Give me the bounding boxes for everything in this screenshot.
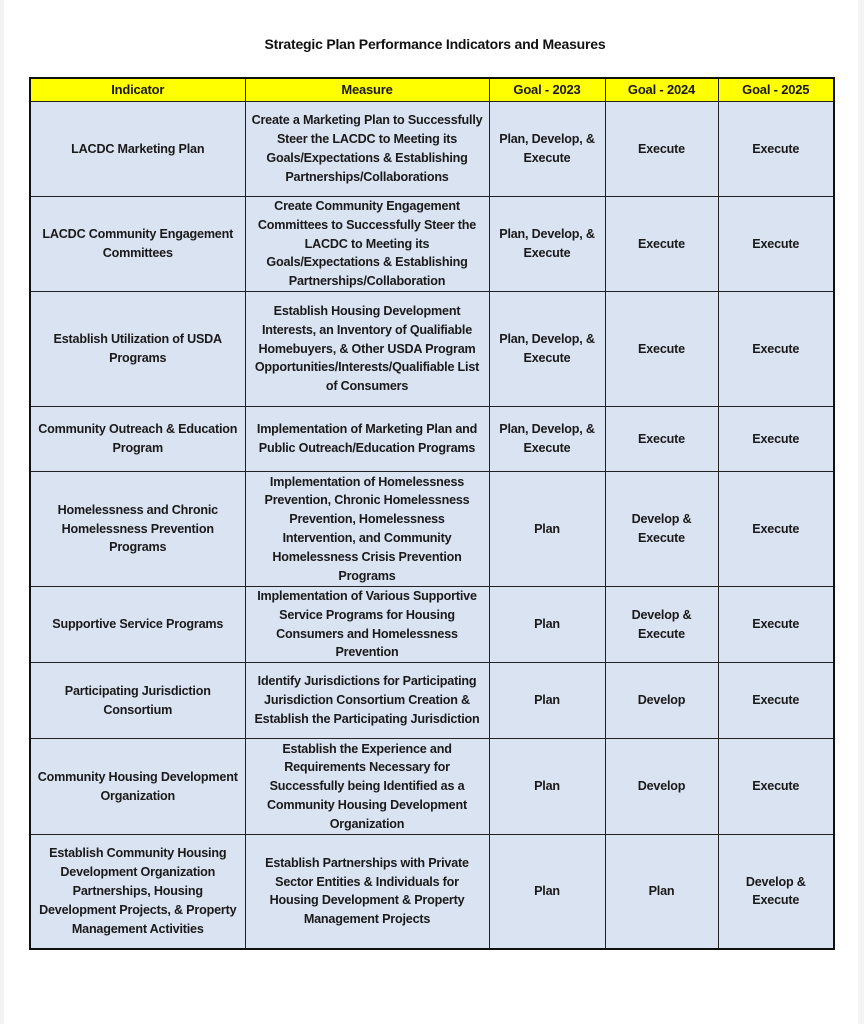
cell-indicator: LACDC Marketing Plan: [30, 102, 245, 197]
cell-indicator: Establish Community Housing Development Organization Partnerships, Housing Development Projects, & Property Management Activities: [30, 835, 245, 949]
cell-goal-2024: Develop & Execute: [605, 587, 718, 663]
cell-measure: Identify Jurisdictions for Participating Jurisdiction Consortium Creation & Establish the Participating Jurisdiction: [245, 663, 489, 739]
header-goal-2023: Goal - 2023: [489, 78, 605, 102]
cell-measure: Implementation of Various Supportive Service Programs for Housing Consumers and Homelessness Prevention: [245, 587, 489, 663]
cell-goal-2024: Develop & Execute: [605, 472, 718, 587]
cell-goal-2025: Execute: [718, 587, 834, 663]
table-row: [30, 472, 834, 587]
cell-goal-2024: Execute: [605, 292, 718, 407]
cell-indicator: LACDC Community Engagement Committees: [30, 197, 245, 292]
header-indicator: Indicator: [30, 78, 245, 102]
cell-goal-2025: Execute: [718, 663, 834, 739]
cell-indicator: Establish Utilization of USDA Programs: [30, 292, 245, 407]
cell-goal-2024: Develop: [605, 663, 718, 739]
cell-goal-2025: Execute: [718, 102, 834, 197]
cell-goal-2024: Execute: [605, 102, 718, 197]
cell-goal-2023: Plan: [489, 663, 605, 739]
cell-goal-2023: Plan: [489, 472, 605, 587]
cell-goal-2023: Plan, Develop, & Execute: [489, 102, 605, 197]
table-row: [30, 587, 834, 663]
cell-goal-2025: Execute: [718, 472, 834, 587]
document-title: Strategic Plan Performance Indicators and Measures: [264, 36, 606, 52]
cell-goal-2025: Execute: [718, 197, 834, 292]
cell-indicator: Homelessness and Chronic Homelessness Prevention Programs: [30, 472, 245, 587]
cell-goal-2023: Plan: [489, 739, 605, 835]
cell-goal-2025: Execute: [718, 292, 834, 407]
cell-goal-2025: Develop & Execute: [718, 835, 834, 949]
cell-measure: Create Community Engagement Committees to Successfully Steer the LACDC to Meeting its Goals/Expectations & Establishing Partnerships/Collaboration: [245, 197, 489, 292]
cell-goal-2023: Plan: [489, 835, 605, 949]
cell-goal-2024: Plan: [605, 835, 718, 949]
cell-goal-2025: Execute: [718, 739, 834, 835]
cell-measure: Establish Housing Development Interests, an Inventory of Qualifiable Homebuyers, & Other USDA Program Opportunities/Interests/Qualifiable List of Consumers: [245, 292, 489, 407]
cell-indicator: Community Outreach & Education Program: [30, 407, 245, 472]
cell-goal-2024: Execute: [605, 197, 718, 292]
cell-goal-2025: Execute: [718, 407, 834, 472]
table-row: [30, 663, 834, 739]
cell-measure: Implementation of Marketing Plan and Public Outreach/Education Programs: [245, 407, 489, 472]
table-row: [30, 102, 834, 197]
table-row: [30, 292, 834, 407]
header-goal-2024: Goal - 2024: [605, 78, 718, 102]
table-row: [30, 407, 834, 472]
header-row: [30, 78, 834, 102]
cell-goal-2023: Plan, Develop, & Execute: [489, 407, 605, 472]
document-page: [4, 0, 858, 1024]
cell-measure: Establish the Experience and Requirements Necessary for Successfully being Identified as a Community Housing Development Organization: [245, 739, 489, 835]
cell-indicator: Community Housing Development Organization: [30, 739, 245, 835]
cell-goal-2023: Plan, Develop, & Execute: [489, 197, 605, 292]
table-row: [30, 739, 834, 835]
indicators-table: [29, 77, 835, 950]
table-row: [30, 835, 834, 949]
cell-goal-2023: Plan, Develop, & Execute: [489, 292, 605, 407]
cell-goal-2024: Execute: [605, 407, 718, 472]
cell-indicator: Participating Jurisdiction Consortium: [30, 663, 245, 739]
table-row: [30, 197, 834, 292]
cell-measure: Create a Marketing Plan to Successfully Steer the LACDC to Meeting its Goals/Expectations & Establishing Partnerships/Collaborations: [245, 102, 489, 197]
header-measure: Measure: [245, 78, 489, 102]
header-goal-2025: Goal - 2025: [718, 78, 834, 102]
cell-goal-2024: Develop: [605, 739, 718, 835]
cell-measure: Establish Partnerships with Private Sector Entities & Individuals for Housing Development & Property Management Projects: [245, 835, 489, 949]
cell-measure: Implementation of Homelessness Prevention, Chronic Homelessness Prevention, Homelessness Intervention, and Community Homelessness Crisis Prevention Programs: [245, 472, 489, 587]
cell-indicator: Supportive Service Programs: [30, 587, 245, 663]
cell-goal-2023: Plan: [489, 587, 605, 663]
